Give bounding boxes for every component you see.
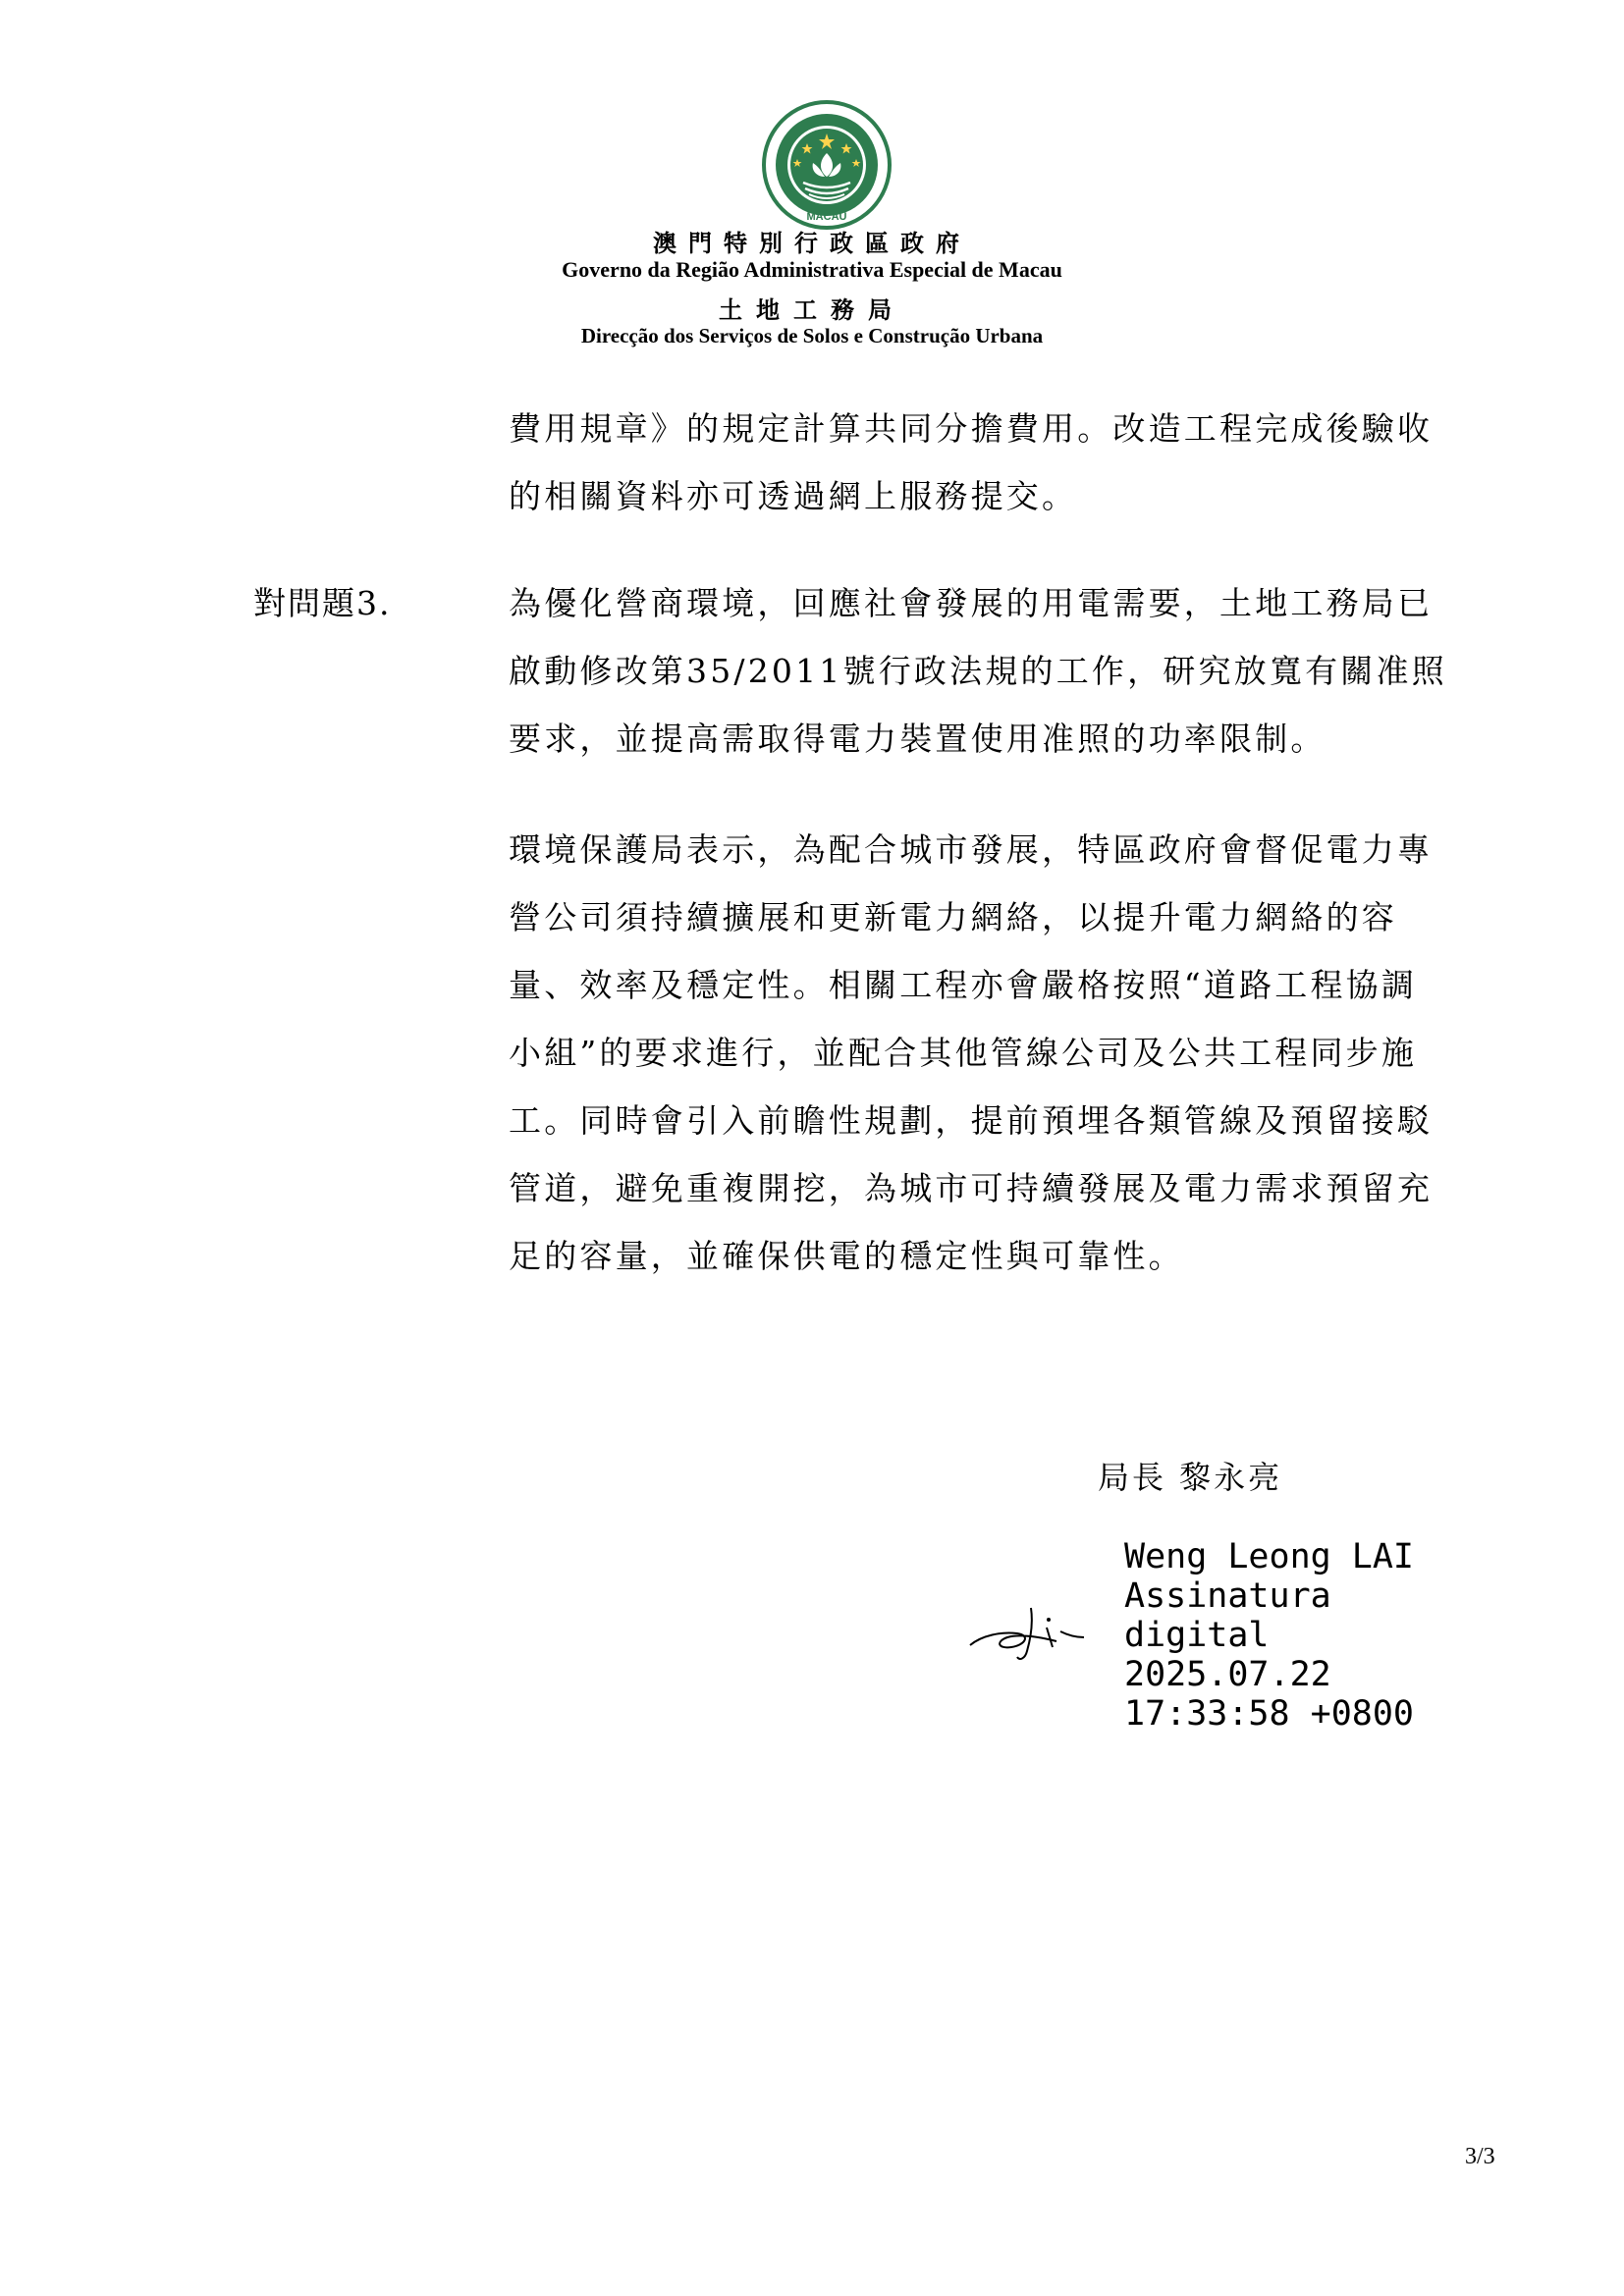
signature-label: Assinatura — [1124, 1576, 1331, 1616]
digital-signature-block — [1124, 1537, 1414, 1734]
text-line: 費用規章》的規定計算共同分擔費用。改造工程完成後驗收 — [509, 409, 1434, 448]
government-name-zh: 澳門特別行政區政府 — [653, 232, 971, 257]
director-title: 局長 黎永亮 — [1098, 1459, 1283, 1496]
text-line: 要求，並提高需取得電力裝置使用准照的功率限制。 — [509, 720, 1326, 758]
text-line: 管道，避免重複開挖，為城市可持續發展及電力需求預留充 — [509, 1169, 1434, 1207]
emblem-text: MACAU — [806, 211, 847, 223]
handwritten-signature-icon — [962, 1588, 1095, 1667]
department-name-pt: Direcção dos Serviços de Solos e Construção Urbana — [580, 324, 1044, 347]
continuation-paragraph — [509, 395, 1522, 530]
signature-time: 17:33:58 +0800 — [1124, 1694, 1415, 1734]
signer-name: Weng Leong LAI — [1124, 1537, 1415, 1576]
text-line: 足的容量，並確保供電的穩定性與可靠性。 — [509, 1237, 1184, 1275]
macau-emblem-icon — [760, 98, 893, 232]
page-number: 3/3 — [1465, 2144, 1495, 2169]
question-label: 對問題3. — [253, 584, 392, 622]
answer-paragraph-1 — [509, 569, 1522, 773]
text-line: 環境保護局表示，為配合城市發展，特區政府會督促電力專 — [509, 830, 1434, 869]
text-line: 量、效率及穩定性。相關工程亦會嚴格按照“道路工程協調 — [509, 966, 1418, 1004]
department-name-zh: 土地工務局 — [719, 298, 905, 324]
text-line: 啟動修改第35/2011號行政法規的工作，研究放寬有關准照 — [509, 652, 1447, 690]
text-line: 為優化營商環境，回應社會發展的用電需要，土地工務局已 — [509, 584, 1434, 622]
text-line: 工。同時會引入前瞻性規劃，提前預埋各類管線及預留接駁 — [509, 1101, 1434, 1140]
signature-date: 2025.07.22 — [1124, 1655, 1331, 1694]
text-line: 營公司須持續擴展和更新電力網絡，以提升電力網絡的容 — [509, 898, 1397, 936]
text-line: 的相關資料亦可透過網上服務提交。 — [509, 477, 1078, 515]
text-line: 小組”的要求進行，並配合其他管線公司及公共工程同步施 — [509, 1034, 1418, 1072]
answer-paragraph-2 — [509, 816, 1522, 1290]
government-name-pt: Governo da Região Administrativa Especial de Macau — [562, 257, 1062, 282]
signature-label: digital — [1124, 1616, 1270, 1655]
